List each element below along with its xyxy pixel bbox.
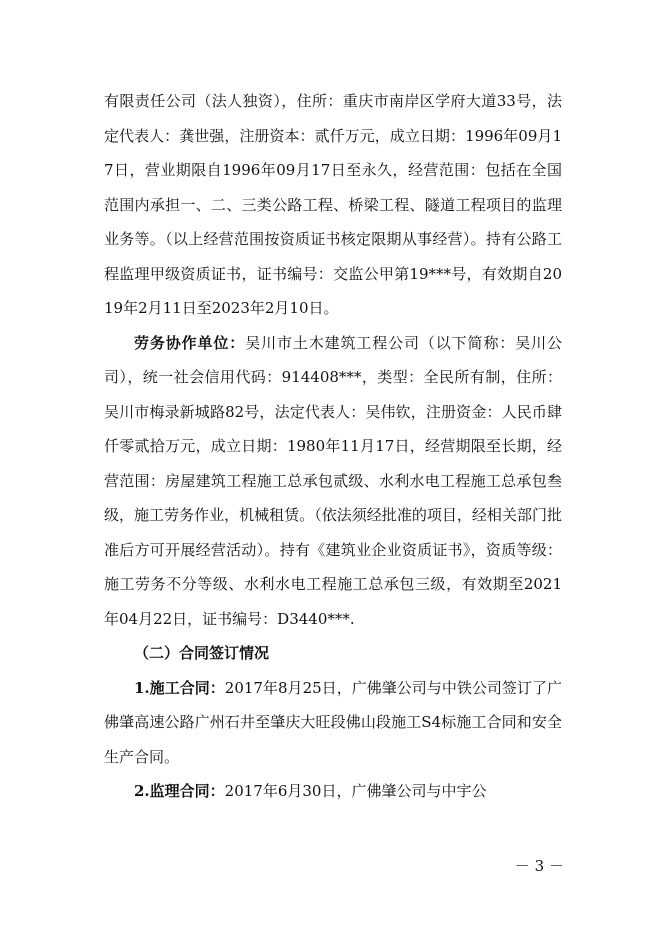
label-construction-contract: 1.施工合同： [134, 678, 225, 697]
paragraph-construction-contract [104, 671, 562, 775]
text-supervision-contract: 2017年6月30日，广佛肇公司与中宇公 [224, 782, 487, 800]
paragraph-supervision-contract [104, 774, 562, 809]
text-construction-contract: 2017年8月25日，广佛肇公司与中铁公司签订了广佛肇高速公路广州石井至肇庆大旺段佛山段施工S4标施工合同和安全生产合同。 [104, 678, 562, 766]
label-labor-partner: 劳务协作单位： [134, 333, 246, 352]
page-number: － 3 － [514, 857, 564, 875]
label-supervision-contract: 2.监理合同： [134, 782, 225, 800]
paragraph-supervisor-company: 有限责任公司（法人独资），住所：重庆市南岸区学府大道33号，法定代表人：龚世强，注册资本：贰仟万元，成立日期：1996年09月17日，营业期限自1996年09月17日至永久，经营范围：包括在全国范围内承担一、二、三类公路工程、桥梁工程、隧道工程项目的监理业务等。（以上经营范围按资质证书核定限期从事经营）。持有公路工程监理甲级资质证书，证书编号：交监公甲第19***号，有效期自2019年2月11日至2023年2月10日。 [104, 92, 562, 317]
document-body [104, 84, 562, 809]
paragraph-labor-partner [104, 326, 562, 637]
section-heading-contracts: （二）合同签订情况 [134, 644, 270, 662]
text-labor-partner: 吴川市土木建筑工程公司（以下简称：吴川公司），统一社会信用代码：914408***，类型：全民所有制，住所：吴川市梅录新城路82号，法定代表人：吴伟钦，注册资金：人民币肆仟零贰拾万元，成立日期：1980年11月17日，经营期限至长期，经营范围：房屋建筑工程施工总承包贰级、水利水电工程施工总承包叁级，施工劳务作业，机械租赁。（依法须经批准的项目，经相关部门批准后方可开展经营活动）。持有《建筑业企业资质证书》，资质等级：施工劳务不分等级、水利水电工程施工总承包三级，有效期至2021年04月22日，证书编号：D3440***. [104, 333, 562, 628]
